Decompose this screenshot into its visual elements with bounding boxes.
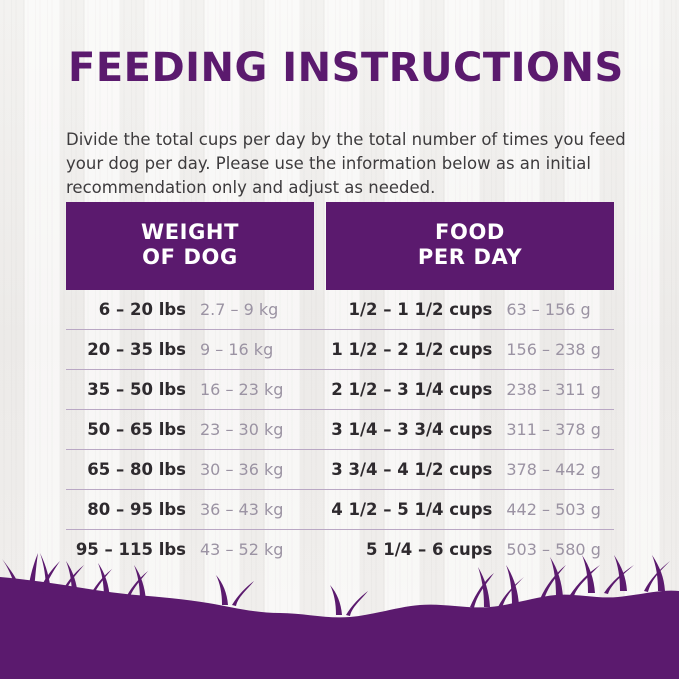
food-cups: 1 1/2 – 2 1/2 cups: [331, 339, 493, 359]
weight-lbs: 35 – 50 lbs: [87, 379, 186, 399]
feeding-table: [66, 202, 614, 569]
table-header-row: [66, 202, 614, 290]
food-grams: 503 – 580 g: [506, 539, 601, 559]
weight-kg: 43 – 52 kg: [200, 539, 284, 559]
weight-cell: [66, 420, 314, 439]
weight-cell: [66, 300, 314, 319]
column-header-weight: [66, 202, 314, 290]
column-header-food: [326, 202, 614, 290]
table-row: [66, 370, 614, 410]
column-header-food-line2: PER DAY: [417, 244, 523, 269]
weight-kg: 9 – 16 kg: [200, 339, 274, 359]
weight-lbs: 80 – 95 lbs: [87, 499, 186, 519]
weight-lbs: 65 – 80 lbs: [87, 459, 186, 479]
weight-cell: [66, 380, 314, 399]
intro-paragraph: Divide the total cups per day by the total number of times you feed your dog per day. Please use the information below as an initial recommendation only and adjust as needed.: [66, 130, 626, 197]
food-cups: 5 1/4 – 6 cups: [366, 539, 493, 559]
food-cups: 3 1/4 – 3 3/4 cups: [331, 419, 493, 439]
column-header-weight-line1: WEIGHT: [140, 220, 240, 244]
weight-cell: [66, 340, 314, 359]
food-cell: [326, 460, 614, 479]
page-title: FEEDING INSTRUCTIONS: [68, 45, 624, 91]
table-row: [66, 330, 614, 370]
weight-lbs: 95 – 115 lbs: [75, 539, 186, 559]
column-header-food-line1: FOOD: [435, 220, 505, 244]
food-cups: 1/2 – 1 1/2 cups: [348, 299, 493, 319]
weight-kg: 2.7 – 9 kg: [200, 299, 279, 319]
weight-lbs: 6 – 20 lbs: [98, 299, 186, 319]
food-grams: 156 – 238 g: [506, 339, 601, 359]
weight-kg: 36 – 43 kg: [200, 499, 284, 519]
food-cups: 2 1/2 – 3 1/4 cups: [331, 379, 493, 399]
weight-kg: 16 – 23 kg: [200, 379, 284, 399]
column-header-weight-line2: OF DOG: [142, 244, 238, 269]
weight-kg: 30 – 36 kg: [200, 459, 284, 479]
food-cell: [326, 340, 614, 359]
food-cell: [326, 300, 614, 319]
food-grams: 442 – 503 g: [506, 499, 601, 519]
weight-lbs: 50 – 65 lbs: [87, 419, 186, 439]
food-cups: 3 3/4 – 4 1/2 cups: [331, 459, 493, 479]
table-row: [66, 450, 614, 490]
weight-kg: 23 – 30 kg: [200, 419, 284, 439]
weight-lbs: 20 – 35 lbs: [87, 339, 186, 359]
food-cell: [326, 500, 614, 519]
grass-silhouette-icon: [0, 519, 679, 679]
food-cell: [326, 420, 614, 439]
food-grams: 238 – 311 g: [506, 379, 601, 399]
food-cell: [326, 380, 614, 399]
food-grams: 311 – 378 g: [506, 419, 601, 439]
table-row: [66, 290, 614, 330]
food-cups: 4 1/2 – 5 1/4 cups: [331, 499, 493, 519]
food-grams: 378 – 442 g: [506, 459, 601, 479]
table-row: [66, 410, 614, 450]
weight-cell: [66, 500, 314, 519]
food-grams: 63 – 156 g: [506, 299, 591, 319]
weight-cell: [66, 460, 314, 479]
